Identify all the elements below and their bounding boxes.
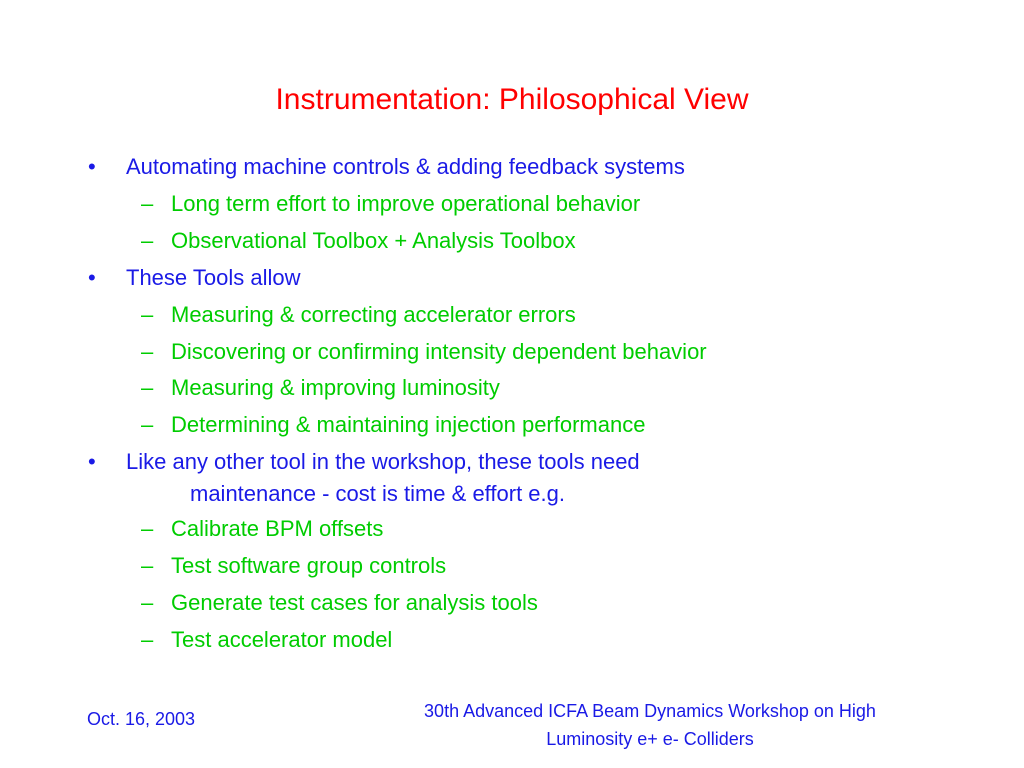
dash-marker: – [141, 228, 154, 253]
sub-bullet-text: Determining & maintaining injection performance [171, 412, 646, 437]
dash-marker: – [141, 302, 154, 327]
dash-marker: – [141, 516, 154, 541]
bullet-text: Automating machine controls & adding feedback systems [126, 154, 685, 179]
bullet-text: These Tools allow [126, 265, 301, 290]
footer-workshop-title [330, 697, 970, 753]
footer-date: Oct. 16, 2003 [87, 709, 196, 729]
sub-bullet-text: Generate test cases for analysis tools [171, 590, 538, 615]
slide-title: Instrumentation: Philosophical View [275, 83, 749, 116]
sub-bullet-text: Test software group controls [171, 553, 447, 578]
bullet-marker: • [88, 265, 96, 290]
footer-workshop-line-2: Luminosity e+ e- Colliders [546, 729, 754, 749]
sub-bullet-text: Calibrate BPM offsets [171, 516, 384, 541]
bullet-text-continuation: maintenance - cost is time & effort e.g. [190, 481, 565, 506]
bullet-marker: • [88, 449, 96, 474]
sub-bullet-text: Observational Toolbox + Analysis Toolbox [171, 228, 576, 253]
dash-marker: – [141, 590, 154, 615]
dash-marker: – [141, 627, 154, 652]
footer-workshop-line-1: 30th Advanced ICFA Beam Dynamics Workshop on High [424, 701, 876, 721]
sub-bullet-text: Measuring & improving luminosity [171, 375, 500, 400]
sub-bullet-text: Discovering or confirming intensity dependent behavior [171, 339, 707, 364]
sub-bullet-text: Test accelerator model [171, 627, 393, 652]
sub-bullet-text: Measuring & correcting accelerator errors [171, 302, 576, 327]
dash-marker: – [141, 412, 154, 437]
bullet-marker: • [88, 154, 96, 179]
dash-marker: – [141, 553, 154, 578]
dash-marker: – [141, 191, 154, 216]
bullet-text: Like any other tool in the workshop, these tools need [126, 449, 640, 474]
sub-bullet-text: Long term effort to improve operational behavior [171, 191, 641, 216]
dash-marker: – [141, 339, 154, 364]
dash-marker: – [141, 375, 154, 400]
